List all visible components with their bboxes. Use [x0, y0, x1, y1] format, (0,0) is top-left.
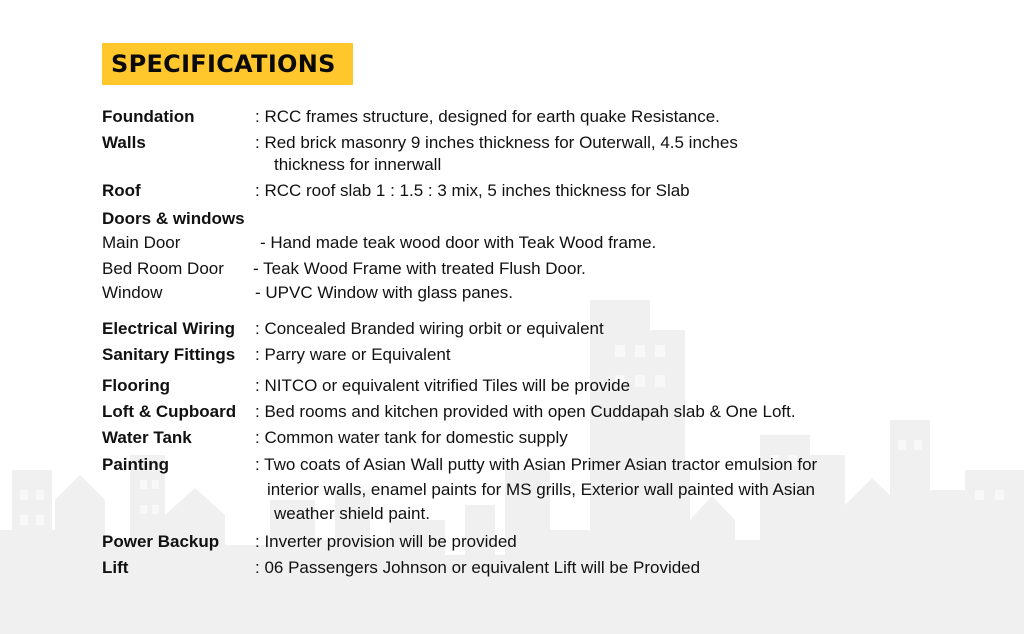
spec-value: : Red brick masonry 9 inches thickness for Outerwall, 4.5 inches — [255, 133, 738, 152]
spec-value-continued: interior walls, enamel paints for MS grills, Exterior wall painted with Asian — [267, 480, 816, 499]
spec-label: Window — [102, 283, 163, 302]
spec-value: : NITCO or equivalent vitrified Tiles will be provide — [255, 376, 631, 395]
spec-value: : Parry ware or Equivalent — [255, 345, 451, 364]
spec-value: - UPVC Window with glass panes. — [255, 283, 513, 302]
spec-value-continued: weather shield paint. — [274, 504, 430, 523]
page-title: SPECIFICATIONS — [111, 50, 336, 78]
spec-label: Sanitary Fittings — [102, 345, 236, 364]
spec-value: : Bed rooms and kitchen provided with open Cuddapah slab & One Loft. — [255, 402, 796, 421]
spec-label: Electrical Wiring — [102, 319, 236, 338]
spec-label: Water Tank — [102, 428, 192, 447]
spec-label: Bed Room Door — [102, 259, 224, 278]
spec-value: : RCC roof slab 1 : 1.5 : 3 mix, 5 inches thickness for Slab — [255, 181, 690, 200]
spec-label: Painting — [102, 455, 170, 474]
spec-value: : RCC frames structure, designed for earth quake Resistance. — [255, 107, 720, 126]
spec-value: : Inverter provision will be provided — [255, 532, 517, 551]
spec-label: Foundation — [102, 107, 195, 126]
title-banner — [102, 43, 353, 85]
spec-value: - Teak Wood Frame with treated Flush Door. — [253, 259, 586, 278]
spec-value: : 06 Passengers Johnson or equivalent Lift will be Provided — [255, 558, 701, 577]
spec-value: : Common water tank for domestic supply — [255, 428, 568, 447]
spec-label: Flooring — [102, 376, 170, 395]
spec-label: Lift — [102, 558, 129, 577]
spec-label: Roof — [102, 181, 141, 200]
spec-label: Power Backup — [102, 532, 220, 551]
spec-value: - Hand made teak wood door with Teak Wood frame. — [260, 233, 657, 252]
spec-label: Loft & Cupboard — [102, 402, 237, 421]
section-heading: Doors & windows — [102, 209, 245, 228]
spec-label: Main Door — [102, 233, 181, 252]
spec-value-continued: thickness for innerwall — [274, 155, 442, 174]
spec-value: : Two coats of Asian Wall putty with Asian Primer Asian tractor emulsion for — [255, 455, 818, 474]
spec-label: Walls — [102, 133, 146, 152]
spec-value: : Concealed Branded wiring orbit or equivalent — [255, 319, 604, 338]
